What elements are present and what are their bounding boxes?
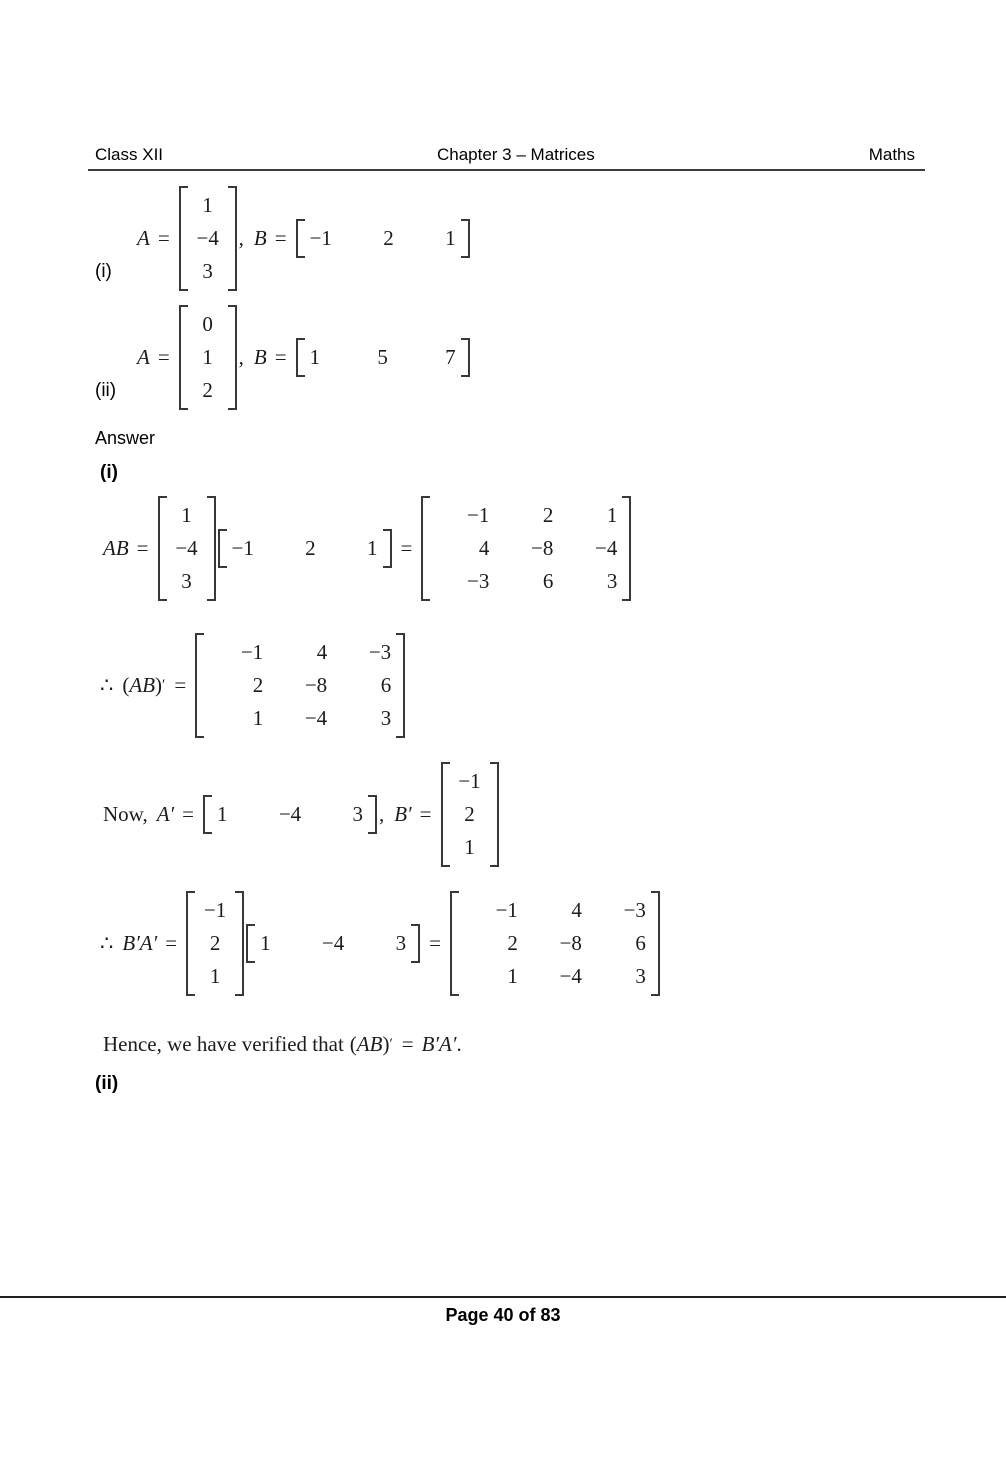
matrix-row [193, 189, 223, 222]
matrix-body [195, 891, 235, 996]
equals-sign: = [400, 536, 413, 560]
page-number: Page 40 of 83 [445, 1305, 561, 1325]
therefore-symbol: ∴ [100, 931, 114, 955]
equation-now-transposes [0, 762, 1006, 867]
matrix-row [193, 308, 223, 341]
matrix-right-bracket [461, 219, 470, 258]
var-ab: AB [103, 536, 129, 560]
prime-mark: ′ [389, 1036, 393, 1052]
matrix-cell: 3 [395, 931, 407, 955]
prime-mark: ′ [162, 677, 166, 693]
matrix-body [305, 338, 461, 377]
var-a-prime: A′ [156, 802, 175, 826]
close-paren: ) [155, 673, 163, 697]
matrix-cell: 1 [181, 503, 192, 527]
matrix-cell: −3 [467, 569, 490, 593]
matrix-row [464, 927, 646, 960]
matrix-cell: 1 [260, 931, 271, 955]
matrix-cell: −1 [309, 226, 332, 250]
matrix-cell: 2 [202, 378, 213, 402]
matrix-cell: −8 [304, 673, 328, 697]
matrix-cell: −3 [368, 640, 392, 664]
matrix-a-transpose-row [246, 924, 420, 963]
matrix-body [450, 762, 490, 867]
matrix-b-row [296, 219, 470, 258]
matrix-cell: 6 [542, 569, 554, 593]
matrix-cell: −8 [559, 931, 582, 955]
matrix-right-bracket [461, 338, 470, 377]
conclusion-line [0, 1032, 1006, 1057]
problem-part-ii-label: (ii) [95, 380, 117, 401]
comma: , [238, 226, 244, 250]
equation-ba-product [0, 891, 1006, 996]
matrix-body [188, 305, 228, 410]
equals-sign: = [165, 931, 178, 955]
page-content [0, 186, 1006, 1095]
matrix-cell: 1 [445, 226, 456, 250]
matrix-cell: −4 [559, 964, 582, 988]
matrix-cell: 2 [305, 536, 316, 560]
matrix-cell: 2 [464, 802, 475, 826]
matrix-cell: −4 [196, 226, 219, 250]
matrix-row [209, 636, 391, 669]
header-subject: Maths [868, 145, 915, 164]
matrix-a-transpose-row [203, 795, 377, 834]
matrix-cell: 1 [507, 964, 518, 988]
matrix-cell: 3 [635, 964, 646, 988]
matrix-cell: 1 [309, 345, 321, 369]
open-paren: ( [122, 673, 130, 697]
matrix-row [209, 669, 391, 702]
matrix-row [464, 960, 646, 993]
matrix-left-bracket [296, 338, 305, 377]
equals-sign: = [401, 1032, 414, 1056]
matrix-cell: 1 [252, 706, 264, 730]
equals-sign: = [157, 345, 170, 369]
header-divider [88, 169, 925, 171]
matrix-left-bracket [421, 496, 430, 601]
matrix-row [172, 532, 202, 565]
problem-part-ii-equation [137, 305, 471, 410]
matrix-row [200, 894, 230, 927]
matrix-a-column [179, 305, 237, 410]
matrix-cell: −4 [304, 706, 328, 730]
matrix-cell: 2 [542, 503, 554, 527]
matrix-cell: −1 [240, 640, 264, 664]
matrix-right-bracket [228, 305, 237, 410]
matrix-body [459, 891, 651, 996]
matrix-cell: 1 [464, 835, 475, 859]
matrix-right-bracket [235, 891, 244, 996]
matrix-right-bracket [207, 496, 216, 601]
matrix-cell: −1 [458, 769, 481, 793]
matrix-a-column [158, 496, 216, 601]
matrix-b-row [218, 529, 392, 568]
matrix-cell: 6 [380, 673, 392, 697]
matrix-cell: 5 [377, 345, 388, 369]
matrix-left-bracket [296, 219, 305, 258]
matrix-row [455, 765, 485, 798]
period: . [456, 1032, 462, 1056]
matrix-cell: −1 [467, 503, 490, 527]
var-b-prime: B′ [394, 802, 412, 826]
var-b-prime-a-prime: B′A′ [421, 1032, 457, 1056]
page-header [95, 145, 915, 165]
matrix-row [172, 499, 202, 532]
matrix-row [435, 499, 617, 532]
var-a: A [137, 226, 150, 250]
matrix-cell: 2 [252, 673, 264, 697]
comma: , [378, 802, 385, 826]
problem-part-i [0, 186, 1006, 291]
equation-ab-product [0, 496, 1006, 601]
matrix-right-bracket [228, 186, 237, 291]
matrix-cell: −4 [595, 536, 618, 560]
matrix-row [193, 255, 223, 288]
matrix-row [193, 222, 223, 255]
answer-part-ii-label: (ii) [95, 1073, 119, 1094]
matrix-row [455, 831, 485, 864]
matrix-cell: 1 [209, 964, 221, 988]
footer-divider [0, 1296, 1006, 1298]
header-class: Class XII [95, 145, 164, 164]
matrix-body [255, 924, 411, 963]
matrix-cell: −1 [231, 536, 254, 560]
matrix-row [455, 798, 485, 831]
matrix-left-bracket [158, 496, 167, 601]
matrix-cell: −4 [278, 802, 302, 826]
matrix-row [200, 960, 230, 993]
var-b: B [253, 345, 267, 369]
matrix-left-bracket [450, 891, 459, 996]
matrix-ab-result [421, 496, 631, 601]
matrix-row [193, 341, 223, 374]
problem-part-i-label: (i) [95, 261, 112, 282]
matrix-left-bracket [195, 633, 204, 738]
matrix-body [430, 496, 622, 601]
now-text: Now, [103, 802, 148, 826]
matrix-row [260, 927, 406, 960]
var-b-prime-a-prime: B′A′ [122, 931, 158, 955]
matrix-ba-result [450, 891, 660, 996]
matrix-row [310, 222, 456, 255]
var-ab: AB [129, 673, 156, 697]
matrix-cell: 1 [216, 802, 228, 826]
matrix-left-bracket [246, 924, 255, 963]
matrix-body [188, 186, 228, 291]
matrix-b-transpose-column [186, 891, 244, 996]
matrix-cell: 1 [606, 503, 618, 527]
comma: , [238, 345, 244, 369]
problem-part-ii [0, 305, 1006, 410]
matrix-row [232, 532, 378, 565]
close-paren: ) [382, 1032, 390, 1056]
matrix-cell: 6 [635, 931, 646, 955]
matrix-left-bracket [179, 305, 188, 410]
equals-sign: = [157, 226, 170, 250]
matrix-right-bracket [622, 496, 631, 601]
matrix-cell: 1 [202, 193, 213, 217]
matrix-row [193, 374, 223, 407]
matrix-body [204, 633, 396, 738]
matrix-cell: 2 [383, 226, 394, 250]
matrix-b-row [296, 338, 470, 377]
matrix-cell: 3 [352, 802, 363, 826]
matrix-cell: 2 [209, 931, 221, 955]
equals-sign: = [274, 345, 287, 369]
equals-sign: = [429, 931, 441, 955]
equals-sign: = [274, 226, 287, 250]
header-chapter-title: Chapter 3 – Matrices [436, 145, 595, 164]
matrix-b-transpose-column [441, 762, 499, 867]
matrix-cell: 3 [380, 706, 392, 730]
matrix-cell: 3 [202, 259, 213, 283]
matrix-body [305, 219, 461, 258]
equation-ab-transpose [0, 633, 1006, 738]
matrix-cell: −1 [203, 898, 227, 922]
matrix-right-bracket [396, 633, 405, 738]
answer-heading: Answer [95, 428, 156, 448]
matrix-body [227, 529, 383, 568]
matrix-cell: 4 [316, 640, 328, 664]
var-ab: AB [356, 1032, 383, 1056]
equals-sign: = [419, 802, 432, 826]
matrix-cell: 3 [606, 569, 618, 593]
matrix-right-bracket [368, 795, 377, 834]
matrix-a-column [179, 186, 237, 291]
hence-text: Hence, we have verified that [103, 1032, 344, 1056]
equals-sign: = [182, 802, 194, 826]
matrix-body [212, 795, 368, 834]
matrix-cell: 1 [202, 345, 213, 369]
matrix-left-bracket [203, 795, 212, 834]
matrix-body [167, 496, 207, 601]
matrix-cell: 0 [202, 312, 213, 336]
matrix-right-bracket [490, 762, 499, 867]
matrix-right-bracket [651, 891, 660, 996]
matrix-cell: −4 [321, 931, 345, 955]
matrix-row [200, 927, 230, 960]
open-paren: ( [349, 1032, 357, 1056]
matrix-right-bracket [383, 529, 392, 568]
matrix-row [217, 798, 363, 831]
matrix-left-bracket [441, 762, 450, 867]
matrix-right-bracket [411, 924, 420, 963]
matrix-row [209, 702, 391, 735]
matrix-left-bracket [218, 529, 227, 568]
matrix-row [435, 565, 617, 598]
matrix-cell: 7 [445, 345, 456, 369]
matrix-cell: 4 [571, 898, 582, 922]
matrix-left-bracket [186, 891, 195, 996]
var-b: B [253, 226, 267, 250]
matrix-row [435, 532, 617, 565]
matrix-cell: −3 [623, 898, 646, 922]
matrix-cell: −1 [495, 898, 518, 922]
answer-part-i-label: (i) [100, 462, 118, 483]
matrix-row [464, 894, 646, 927]
equals-sign: = [136, 536, 149, 560]
matrix-ab-transpose-result [195, 633, 405, 738]
var-a: A [137, 345, 150, 369]
matrix-cell: −4 [175, 536, 198, 560]
matrix-cell: 1 [367, 536, 378, 560]
problem-part-i-equation [137, 186, 471, 291]
equals-sign: = [174, 673, 187, 697]
matrix-row [172, 565, 202, 598]
matrix-cell: −8 [531, 536, 554, 560]
matrix-left-bracket [179, 186, 188, 291]
matrix-cell: 3 [181, 569, 192, 593]
matrix-row [310, 341, 456, 374]
therefore-symbol: ∴ [100, 673, 114, 697]
matrix-cell: 4 [478, 536, 490, 560]
matrix-cell: 2 [507, 931, 518, 955]
